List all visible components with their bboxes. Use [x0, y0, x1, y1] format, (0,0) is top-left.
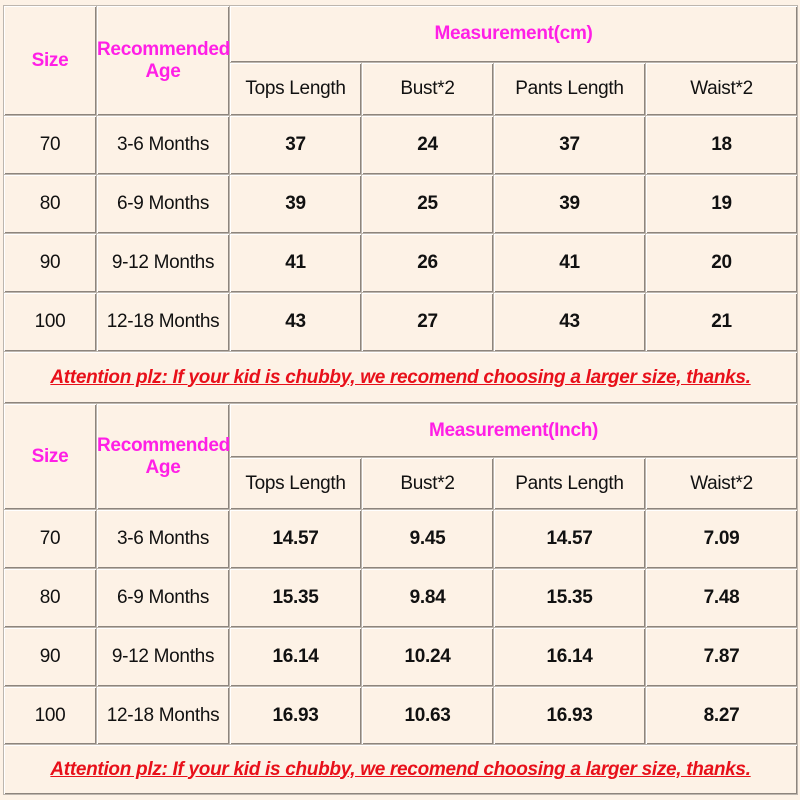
attention-note: Attention plz: If your kid is chubby, we recomend choosing a larger size, thanks. [4, 352, 798, 404]
bust-cell: 24 [362, 116, 494, 175]
waist-cell: 19 [646, 175, 798, 234]
pants-length-cell: 16.93 [494, 687, 646, 745]
bust-cell: 26 [362, 234, 494, 293]
pants-length-cell: 14.57 [494, 510, 646, 569]
age-cell: 9-12 Months [97, 628, 230, 687]
age-header [97, 6, 230, 116]
measurement-header: Measurement(cm) [230, 6, 798, 63]
bust-cell: 27 [362, 293, 494, 352]
pants-length-cell: 15.35 [494, 569, 646, 628]
bust-cell: 10.24 [362, 628, 494, 687]
size-cell: 70 [4, 510, 97, 569]
column-header-pants-length: Pants Length [494, 458, 646, 510]
size-table-inch [3, 403, 798, 795]
size-cell: 80 [4, 569, 97, 628]
column-header-waist: Waist*2 [646, 458, 798, 510]
tops-length-cell: 39 [230, 175, 362, 234]
tops-length-cell: 41 [230, 234, 362, 293]
size-cell: 90 [4, 234, 97, 293]
column-header-waist: Waist*2 [646, 63, 798, 116]
bust-cell: 10.63 [362, 687, 494, 745]
waist-cell: 7.09 [646, 510, 798, 569]
table-row [4, 116, 798, 175]
age-header-line2: Age [145, 60, 181, 82]
column-header-bust: Bust*2 [362, 458, 494, 510]
bust-cell: 9.45 [362, 510, 494, 569]
column-header-tops-length: Tops Length [230, 63, 362, 116]
age-header-line1: Recommended [97, 38, 230, 60]
age-cell: 12-18 Months [97, 293, 230, 352]
size-header: Size [4, 6, 97, 116]
age-cell: 3-6 Months [97, 116, 230, 175]
table-row [4, 234, 798, 293]
column-header-tops-length: Tops Length [230, 458, 362, 510]
table-row [4, 628, 798, 687]
waist-cell: 7.48 [646, 569, 798, 628]
column-header-pants-length: Pants Length [494, 63, 646, 116]
size-cell: 100 [4, 687, 97, 745]
table-row [4, 687, 798, 745]
size-table-cm [3, 5, 798, 404]
age-cell: 12-18 Months [97, 687, 230, 745]
age-header [97, 404, 230, 510]
bust-cell: 9.84 [362, 569, 494, 628]
pants-length-cell: 37 [494, 116, 646, 175]
size-cell: 80 [4, 175, 97, 234]
age-cell: 3-6 Months [97, 510, 230, 569]
size-cell: 90 [4, 628, 97, 687]
waist-cell: 18 [646, 116, 798, 175]
waist-cell: 21 [646, 293, 798, 352]
column-header-bust: Bust*2 [362, 63, 494, 116]
tops-length-cell: 15.35 [230, 569, 362, 628]
waist-cell: 20 [646, 234, 798, 293]
attention-note: Attention plz: If your kid is chubby, we recomend choosing a larger size, thanks. [4, 745, 798, 795]
age-cell: 6-9 Months [97, 175, 230, 234]
table-row [4, 569, 798, 628]
age-cell: 6-9 Months [97, 569, 230, 628]
waist-cell: 8.27 [646, 687, 798, 745]
age-header-line1: Recommended [97, 434, 230, 456]
tops-length-cell: 37 [230, 116, 362, 175]
table-row [4, 510, 798, 569]
pants-length-cell: 39 [494, 175, 646, 234]
tops-length-cell: 43 [230, 293, 362, 352]
table-row [4, 293, 798, 352]
age-header-line2: Age [145, 456, 181, 478]
tops-length-cell: 16.14 [230, 628, 362, 687]
tops-length-cell: 14.57 [230, 510, 362, 569]
pants-length-cell: 41 [494, 234, 646, 293]
size-header: Size [4, 404, 97, 510]
waist-cell: 7.87 [646, 628, 798, 687]
table-row [4, 175, 798, 234]
size-cell: 70 [4, 116, 97, 175]
size-cell: 100 [4, 293, 97, 352]
measurement-header: Measurement(Inch) [230, 404, 798, 458]
age-cell: 9-12 Months [97, 234, 230, 293]
pants-length-cell: 16.14 [494, 628, 646, 687]
bust-cell: 25 [362, 175, 494, 234]
pants-length-cell: 43 [494, 293, 646, 352]
tops-length-cell: 16.93 [230, 687, 362, 745]
